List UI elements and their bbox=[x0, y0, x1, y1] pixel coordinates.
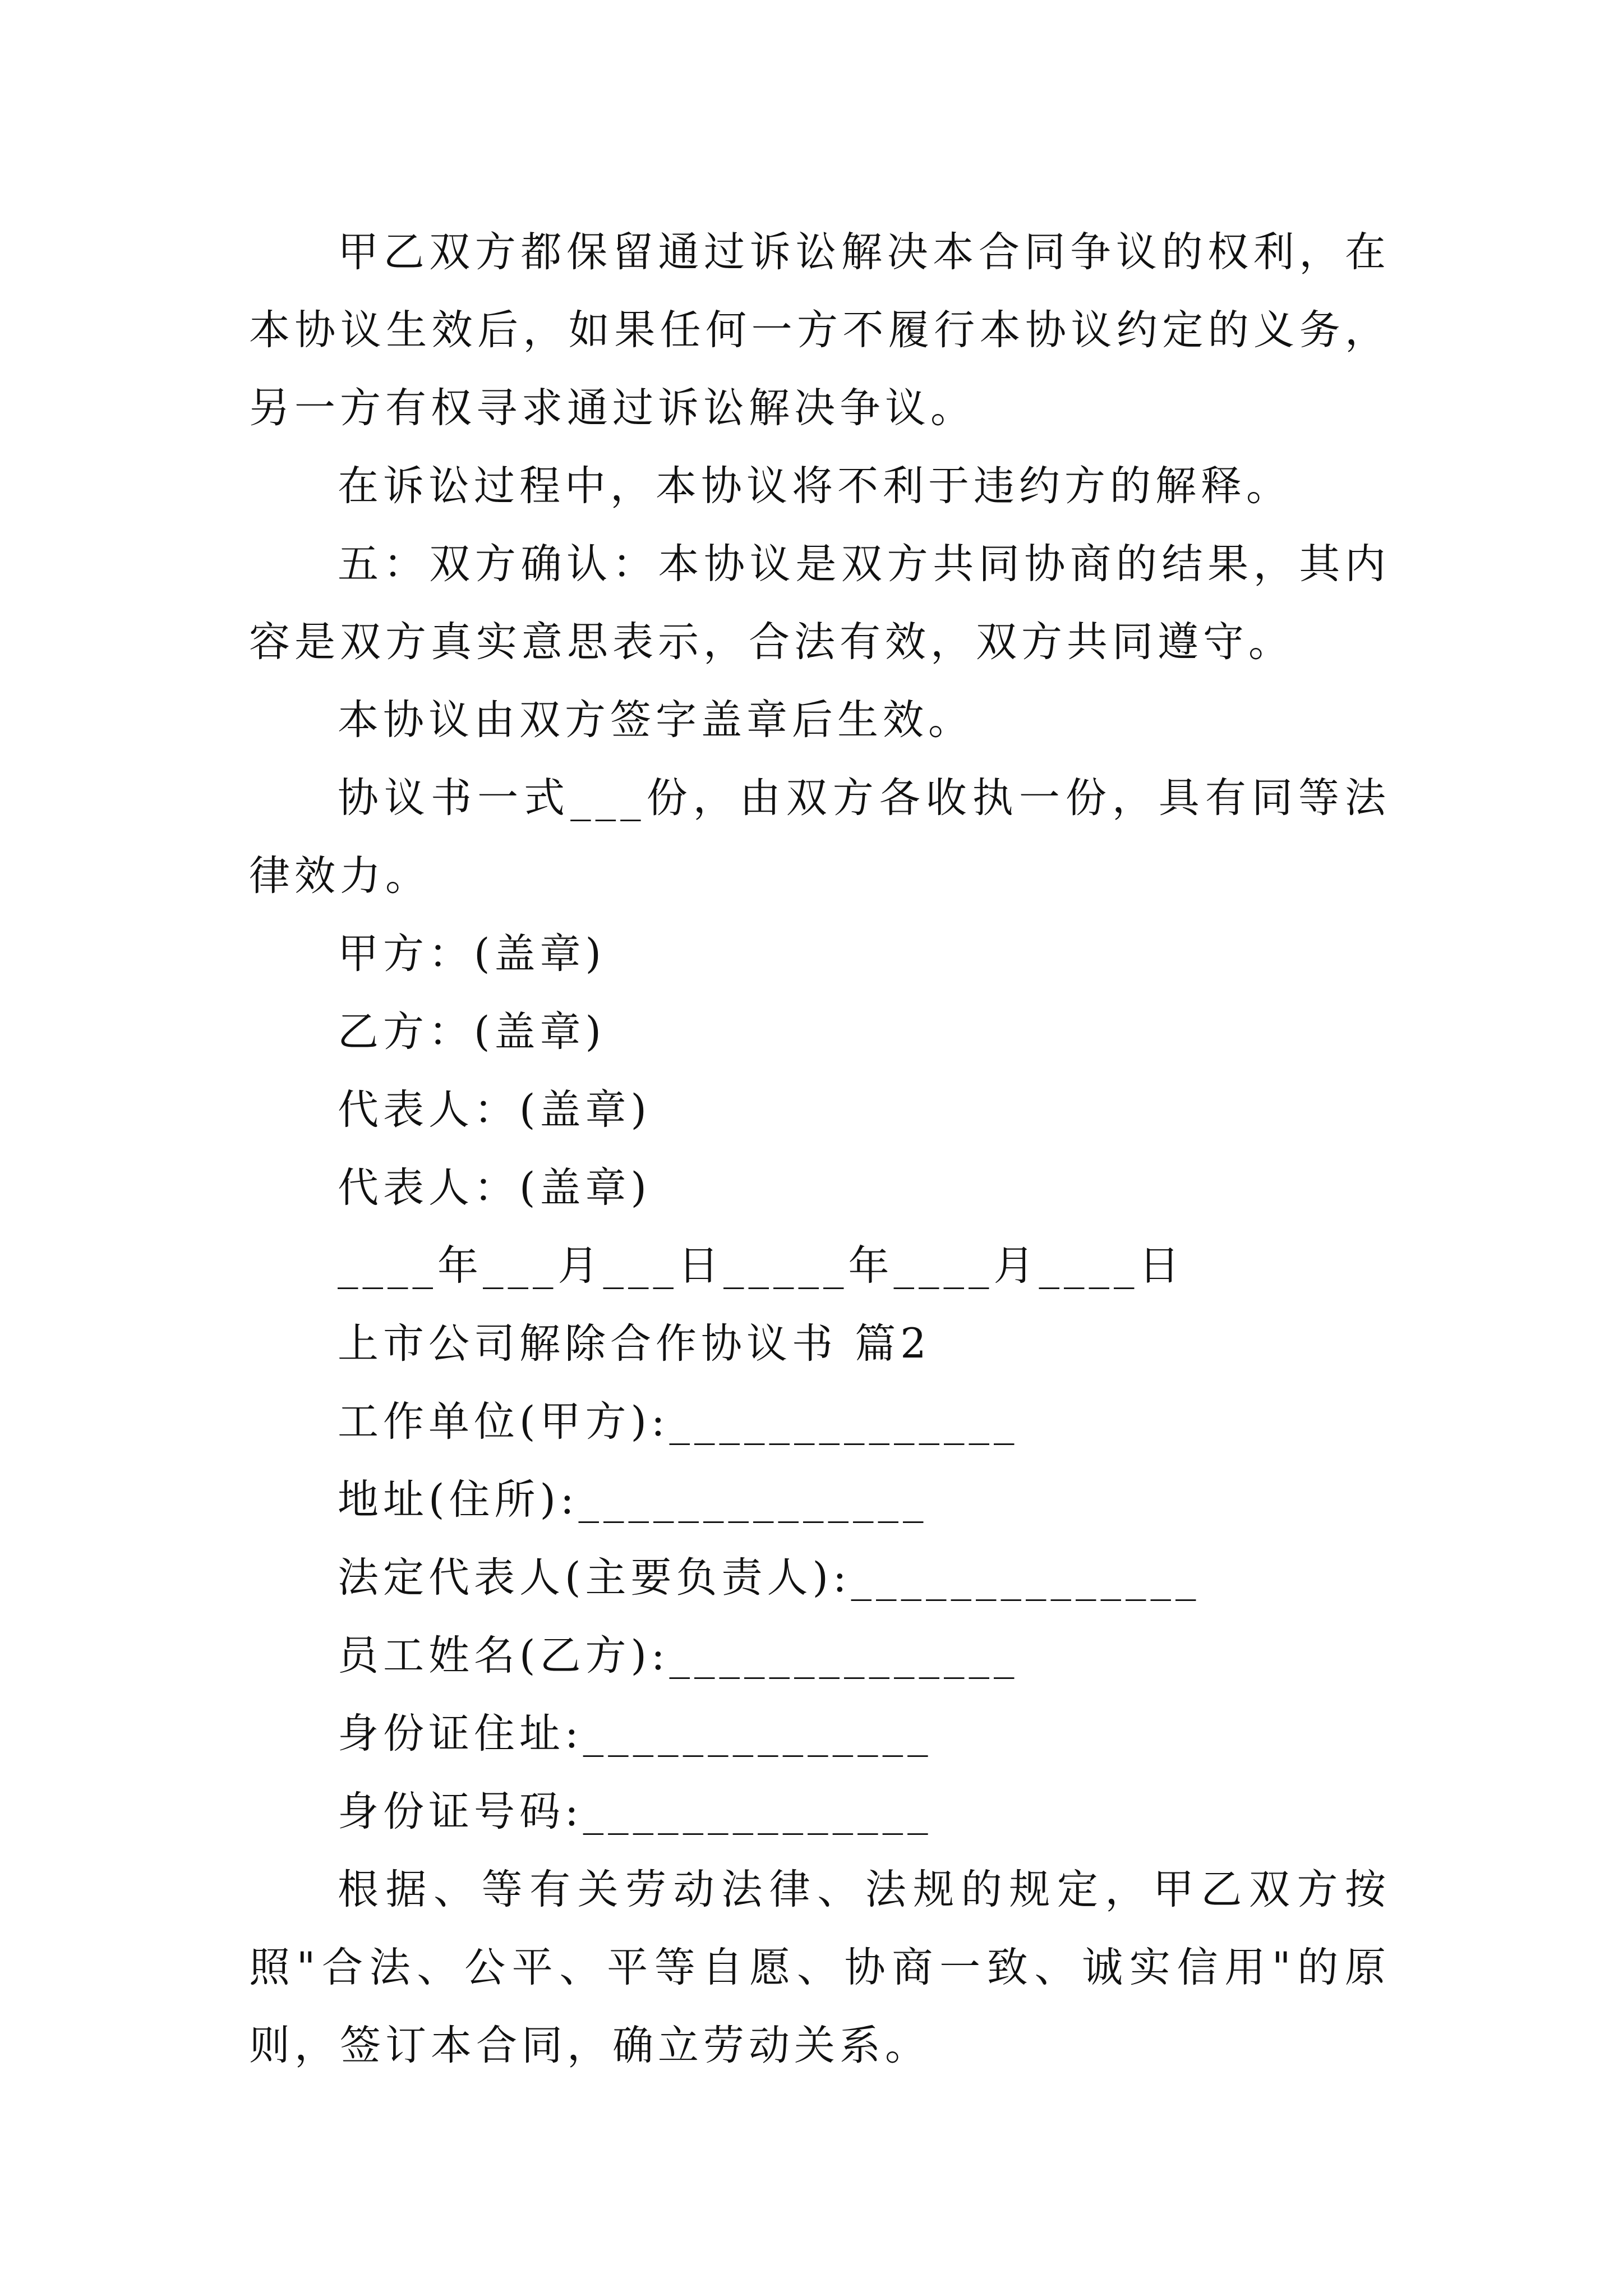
field-address: 地址(住所):______________ bbox=[338, 1476, 928, 1524]
signature-party-b: 乙方：(盖章) bbox=[338, 1008, 606, 1056]
paragraph-contract-basis: 根据、等有关劳动法律、法规的规定，甲乙双方按照"合法、公平、平等自愿、协商一致、诚实信用"的原则，签订本合同，确立劳动关系。 bbox=[249, 1866, 1390, 2069]
paragraph-confirmation: 五：双方确认：本协议是双方共同协商的结果，其内容是双方真实意思表示，合法有效，双方共同遵守。 bbox=[249, 540, 1390, 666]
field-id-number: 身份证号码:______________ bbox=[338, 1788, 933, 1835]
paragraph-effective: 本协议由双方签字盖章后生效。 bbox=[338, 696, 974, 744]
field-id-address: 身份证住址:______________ bbox=[338, 1710, 933, 1757]
paragraph-copies: 协议书一式___份，由双方各收执一份，具有同等法律效力。 bbox=[249, 774, 1390, 900]
signature-representative-1: 代表人：(盖章) bbox=[338, 1086, 651, 1134]
section-title: 上市公司解除合作协议书 篇2 bbox=[338, 1320, 931, 1368]
field-legal-representative: 法定代表人(主要负责人):______________ bbox=[338, 1554, 1201, 1602]
signature-date-line: ____年___月___日_____年____月____日 bbox=[338, 1242, 1184, 1290]
signature-representative-2: 代表人：(盖章) bbox=[338, 1164, 651, 1212]
field-employer: 工作单位(甲方):______________ bbox=[338, 1398, 1019, 1446]
document-page bbox=[249, 213, 1390, 2085]
signature-party-a: 甲方：(盖章) bbox=[338, 930, 606, 978]
field-employee-name: 员工姓名(乙方):______________ bbox=[338, 1632, 1019, 1680]
paragraph-litigation-rights: 甲乙双方都保留通过诉讼解决本合同争议的权利，在本协议生效后，如果任何一方不履行本协议约定的义务，另一方有权寻求通过诉讼解决争议。 bbox=[249, 228, 1390, 432]
paragraph-litigation-interpretation: 在诉讼过程中，本协议将不利于违约方的解释。 bbox=[338, 462, 1292, 510]
